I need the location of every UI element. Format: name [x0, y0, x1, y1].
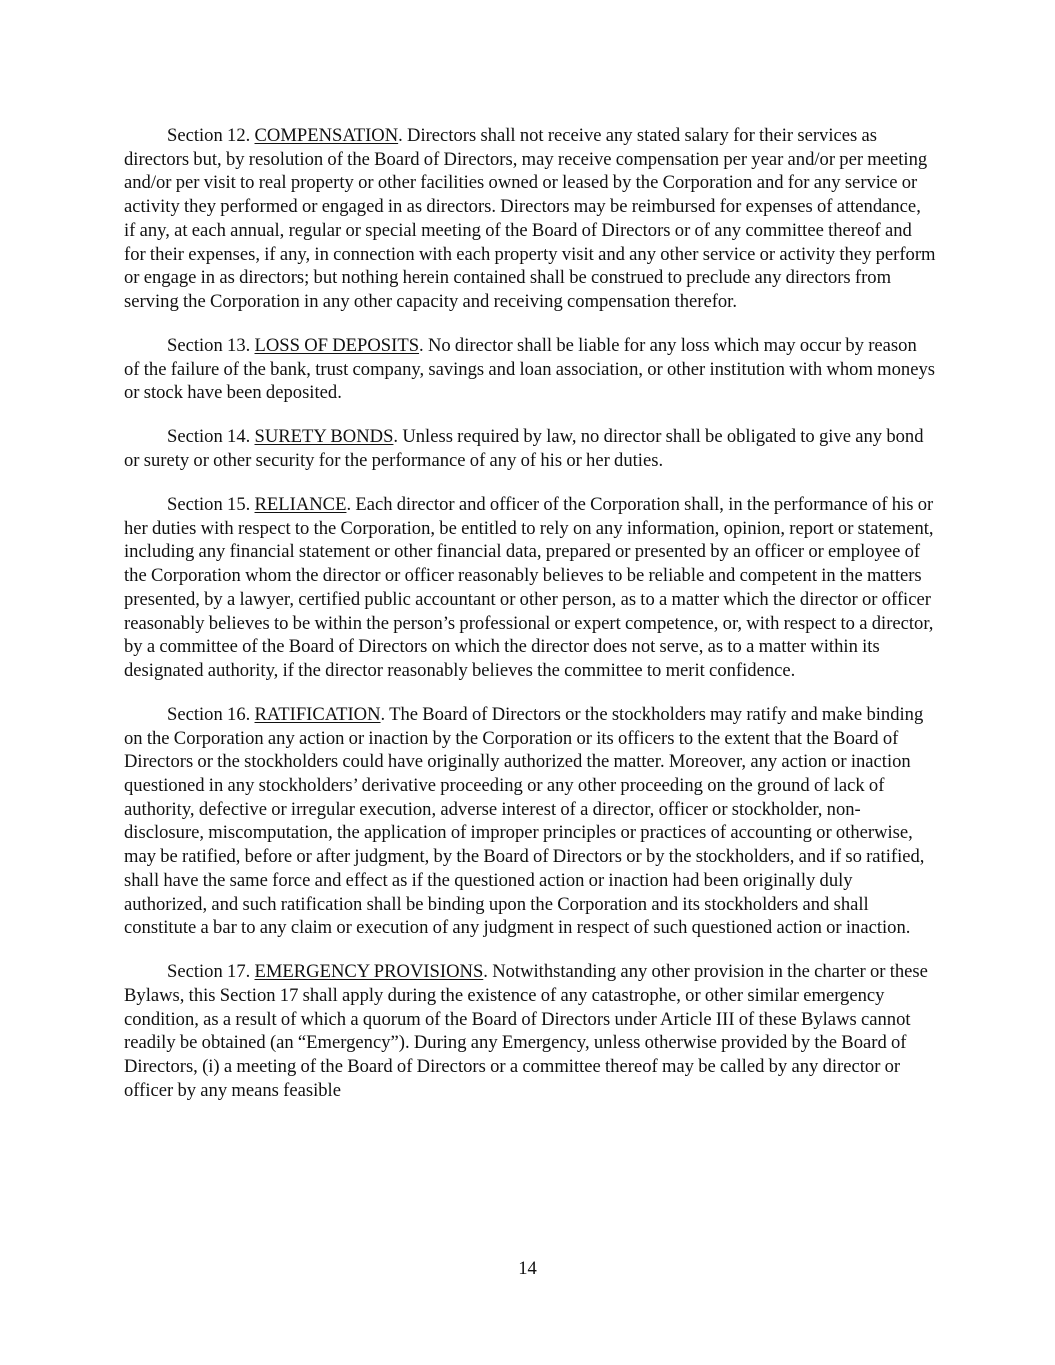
section-12-paragraph	[124, 124, 936, 314]
section-17-heading: EMERGENCY PROVISIONS	[254, 961, 484, 983]
section-15-label: Section 15.	[167, 494, 251, 516]
section-14-label: Section 14.	[167, 426, 251, 448]
section-17-body: . Notwithstanding any other provision in the charter or these Bylaws, this Section 17 shall apply during the existence of any catastrophe, or other similar emergency condition, as a result of which a quorum of the Board of Directors under Article III of these Bylaws cannot readily be obtained (an “Emergency”). During any Emergency, unless otherwise provided by the Board of Directors, (i) a meeting of the Board of Directors or a committee thereof may be called by any director or officer by any means feasible	[124, 961, 928, 1101]
document-body	[124, 124, 936, 1103]
section-16-paragraph	[124, 703, 936, 940]
section-15-body: . Each director and officer of the Corporation shall, in the performance of his or her duties with respect to the Corporation, be entitled to rely on any information, opinion, report or statement, including any financial statement or other financial data, prepared or presented by an officer or employee of the Corporation whom the director or officer reasonably believes to be reliable and competent in the matters presented, by a lawyer, certified public accountant or other person, as to a matter which the director or officer reasonably believes to be within the person’s professional or expert competence, or, with respect to a director, by a committee of the Board of Directors on which the director does not serve, as to a matter within its designated authority, if the director reasonably believes the committee to merit confidence.	[124, 494, 934, 681]
section-13-paragraph	[124, 334, 936, 405]
section-14-heading: SURETY BONDS	[254, 426, 394, 448]
section-13-label: Section 13.	[167, 334, 251, 356]
page-number: 14	[518, 1258, 537, 1279]
section-16-label: Section 16.	[167, 703, 251, 725]
section-16-body: . The Board of Directors or the stockholders may ratify and make binding on the Corporation any action or inaction by the Corporation or its officers to the extent that the Board of Directors or the stockholders could have originally authorized the matter. Moreover, any action or inaction questioned in any stockholders’ derivative proceeding or any other proceeding on the ground of lack of authority, defective or irregular execution, adverse interest of a director, officer or stockholder, non-disclosure, miscomputation, the application of improper principles or practices of accounting or otherwise, may be ratified, before or after judgment, by the Board of Directors or by the stockholders, and if so ratified, shall have the same force and effect as if the questioned action or inaction had been originally duly authorized, and such ratification shall be binding upon the Corporation and its stockholders and shall constitute a bar to any claim or execution of any judgment in respect of such questioned action or inaction.	[124, 703, 925, 939]
section-16-heading: RATIFICATION	[254, 703, 381, 725]
section-15-paragraph	[124, 493, 936, 683]
section-15-heading: RELIANCE	[254, 494, 347, 516]
section-14-body: . Unless required by law, no director shall be obligated to give any bond or surety or other security for the performance of any of his or her duties.	[124, 426, 924, 472]
section-17-label: Section 17.	[167, 961, 251, 983]
section-14-paragraph	[124, 425, 936, 472]
section-13-heading: LOSS OF DEPOSITS	[254, 334, 420, 356]
section-12-heading: COMPENSATION	[254, 125, 399, 146]
section-13-body: . No director shall be liable for any loss which may occur by reason of the failure of the bank, trust company, savings and loan association, or other institution with whom moneys or stock have been deposited.	[124, 334, 935, 404]
section-12-label: Section 12.	[167, 125, 251, 146]
section-17-paragraph	[124, 960, 936, 1102]
section-12-body: . Directors shall not receive any stated salary for their services as directors but, by resolution of the Board of Directors, may receive compensation per year and/or per meeting and/or per visit to real property or other facilities owned or leased by the Corporation and for any service or activity they performed or engaged in as directors. Directors may be reimbursed for expenses of attendance, if any, at each annual, regular or special meeting of the Board of Directors or of any committee thereof and for their expenses, if any, in connection with each property visit and any other service or activity they perform or engage in as directors; but nothing herein contained shall be construed to preclude any directors from serving the Corporation in any other capacity and receiving compensation therefor.	[124, 125, 936, 312]
